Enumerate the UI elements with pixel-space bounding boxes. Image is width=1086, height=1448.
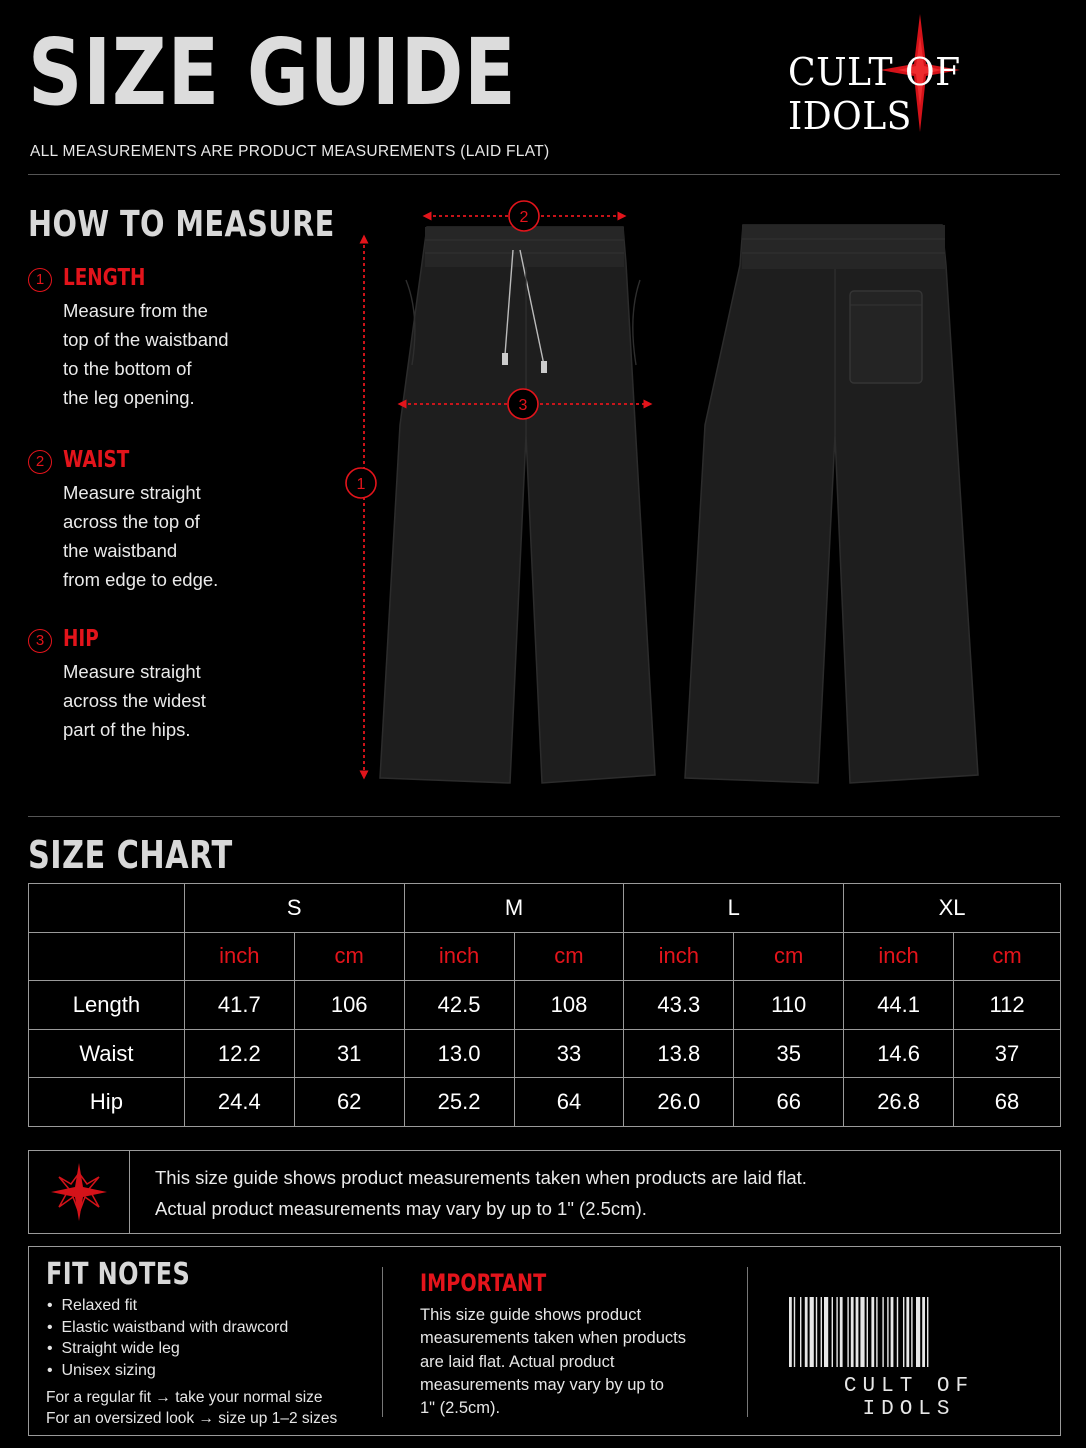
notice-line: This size guide shows product measurements taken when products are laid flat. [155,1167,807,1188]
size-header: S [184,884,404,933]
pants-diagram [330,195,1060,795]
table-cell: 110 [734,981,844,1030]
unit-header: inch [184,932,294,981]
table-cell: 26.8 [844,1078,954,1127]
step-description: Measure straight across the top of the waistband from edge to edge. [63,482,219,590]
table-cell: 66 [734,1078,844,1127]
table-cell: 13.8 [624,1029,734,1078]
size-header: M [404,884,624,933]
unit-header: inch [844,932,954,981]
table-cell: 13.0 [404,1029,514,1078]
section-divider [28,816,1060,817]
header-divider [28,174,1060,175]
unit-header: cm [294,932,404,981]
marker-waist: 2 [519,209,529,226]
measurement-notice [28,1150,1061,1234]
fit-note-item: • Relaxed fit [47,1297,138,1314]
table-row [29,1029,1061,1078]
notes-box [28,1246,1061,1436]
page-title: SIZE GUIDE [28,19,517,126]
table-cell: 62 [294,1078,404,1127]
row-label: Length [29,981,185,1030]
star-icon [51,1163,107,1221]
table-cell: 108 [514,981,624,1030]
column-divider [382,1267,383,1417]
notice-divider [129,1151,130,1233]
column-divider [747,1267,748,1417]
step-description: Measure straight across the widest part of the hips. [63,661,206,740]
table-cell: 12.2 [184,1029,294,1078]
unit-header: cm [954,932,1061,981]
table-row [29,1078,1061,1127]
table-cell: 24.4 [184,1078,294,1127]
corner-cell [29,932,185,981]
table-cell: 26.0 [624,1078,734,1127]
fit-tip: For a regular fit → take your normal size [46,1389,323,1406]
row-label: Waist [29,1029,185,1078]
size-header: L [624,884,844,933]
unit-header: cm [734,932,844,981]
table-cell: 43.3 [624,981,734,1030]
size-chart-title: SIZE CHART [28,833,233,877]
brand-logo: CULT OF IDOLS [788,50,961,138]
table-row [29,981,1061,1030]
fit-tip: For an oversized look → size up 1–2 sizes [46,1410,338,1427]
unit-header-row [29,932,1061,981]
step-title: HIP [63,626,99,652]
table-cell: 112 [954,981,1061,1030]
size-header-row [29,884,1061,933]
corner-cell [29,884,185,933]
important-text: This size guide shows product measurements taken when products are laid flat. Actual product measurements may vary by up to 1" (2.5cm). [420,1306,686,1418]
page-subtitle: ALL MEASUREMENTS ARE PRODUCT MEASUREMENTS (LAID FLAT) [30,143,550,160]
table-cell: 42.5 [404,981,514,1030]
how-to-measure-title: HOW TO MEASURE [28,204,335,245]
row-label: Hip [29,1078,185,1127]
marker-length: 1 [356,476,366,493]
step-description: Measure from the top of the waistband to the bottom of the leg opening. [63,300,229,408]
fit-notes-title: FIT NOTES [46,1257,191,1292]
size-chart-table [28,883,1061,1127]
notice-line: Actual product measurements may vary by up to 1" (2.5cm). [155,1198,647,1219]
fit-note-item: • Straight wide leg [47,1340,180,1357]
fit-note-item: • Elastic waistband with drawcord [47,1318,289,1336]
unit-header: cm [514,932,624,981]
table-cell: 25.2 [404,1078,514,1127]
barcode-icon [789,1297,1029,1367]
table-cell: 31 [294,1029,404,1078]
important-title: IMPORTANT [420,1269,547,1297]
step-number: 3 [28,629,52,653]
front-pants-image [380,227,655,783]
table-cell: 33 [514,1029,624,1078]
table-cell: 64 [514,1078,624,1127]
barcode-text: CULT OF IDOLS [843,1375,975,1421]
table-cell: 35 [734,1029,844,1078]
table-cell: 14.6 [844,1029,954,1078]
step-number: 1 [28,268,52,292]
marker-hip: 3 [518,397,528,414]
back-pants-image [685,225,978,783]
table-cell: 37 [954,1029,1061,1078]
step-number: 2 [28,450,52,474]
table-cell: 68 [954,1078,1061,1127]
step-title: WAIST [63,447,130,473]
unit-header: inch [404,932,514,981]
table-cell: 44.1 [844,981,954,1030]
step-title: LENGTH [63,265,146,291]
table-cell: 106 [294,981,404,1030]
table-cell: 41.7 [184,981,294,1030]
fit-note-item: • Unisex sizing [47,1361,156,1379]
unit-header: inch [624,932,734,981]
size-header: XL [844,884,1061,933]
